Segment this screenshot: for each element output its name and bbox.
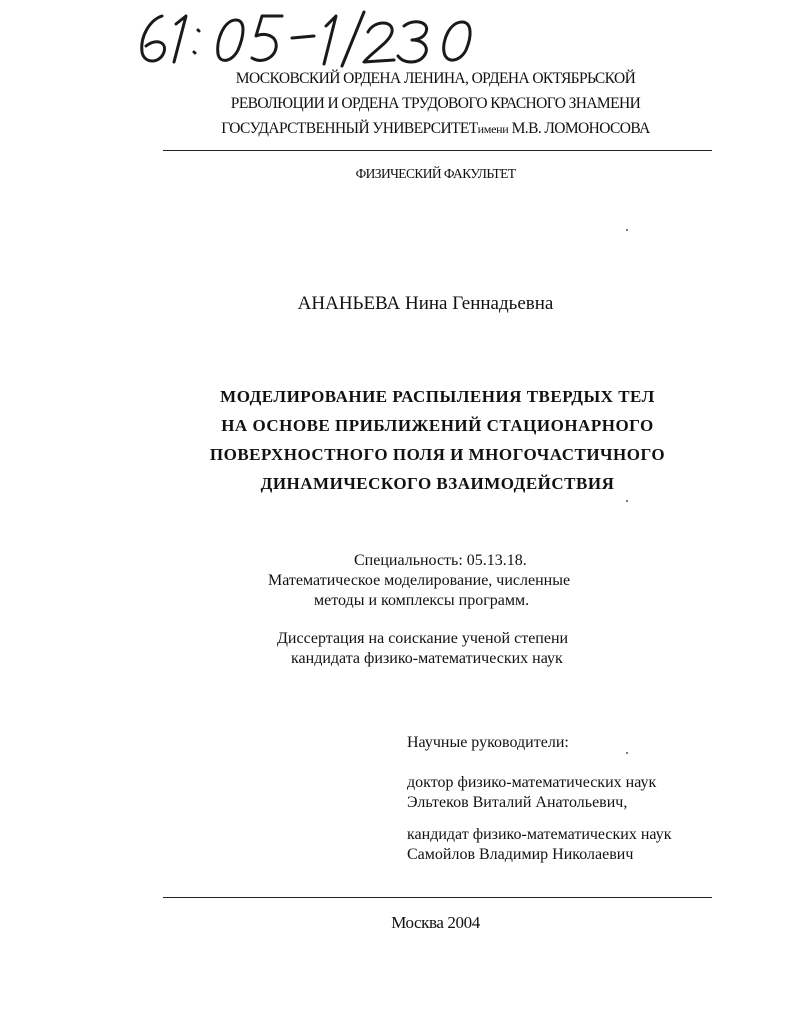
specialty-name-line-2: методы и комплексы программ. xyxy=(314,592,530,609)
university-line-2: РЕВОЛЮЦИИ И ОРДЕНА ТРУДОВОГО КРАСНОГО ЗНАМЕНИ xyxy=(230,95,641,112)
advisor-1-name: Эльтеков Виталий Анатольевич, xyxy=(407,794,628,811)
handwritten-catalog-number xyxy=(132,6,492,68)
faculty-name: ФИЗИЧЕСКИЙ ФАКУЛЬТЕТ xyxy=(355,166,516,181)
degree-line-2: кандидата физико-математических наук xyxy=(291,650,563,667)
specialty-name-line-1: Математическое моделирование, численные xyxy=(268,572,571,589)
scan-speck xyxy=(626,229,628,231)
title-line-2: НА ОСНОВЕ ПРИБЛИЖЕНИЙ СТАЦИОНАРНОГО xyxy=(221,416,654,435)
advisor-2-degree: кандидат физико-математических наук xyxy=(407,826,672,843)
scan-speck xyxy=(626,752,628,754)
specialty-block xyxy=(268,551,668,611)
university-line-3-part-3: М.В. ЛОМОНОСОВА xyxy=(511,120,650,137)
dissertation-degree-block xyxy=(277,629,677,669)
title-line-1: МОДЕЛИРОВАНИЕ РАСПЫЛЕНИЯ ТВЕРДЫХ ТЕЛ xyxy=(220,387,655,406)
specialty-code: Специальность: 05.13.18. xyxy=(354,552,527,569)
title-line-3: ПОВЕРХНОСТНОГО ПОЛЯ И МНОГОЧАСТИЧНОГО xyxy=(209,445,666,464)
degree-line-1: Диссертация на соискание ученой степени xyxy=(277,630,569,647)
bottom-divider xyxy=(163,897,712,898)
advisors-block xyxy=(407,733,747,865)
top-divider xyxy=(163,150,712,151)
scan-speck xyxy=(626,500,628,502)
handwritten-catalog-number-drawing xyxy=(132,6,492,68)
title-line-4: ДИНАМИЧЕСКОГО ВЗАИМОДЕЙСТВИЯ xyxy=(260,474,615,493)
university-line-3 xyxy=(40,116,791,142)
author-name: АНАНЬЕВА Нина Геннадьевна xyxy=(297,293,554,314)
dissertation-title xyxy=(42,382,791,498)
advisors-heading: Научные руководители: xyxy=(407,734,569,751)
university-name xyxy=(40,66,791,142)
advisor-2-name: Самойлов Владимир Николаевич xyxy=(407,846,634,863)
advisor-1-degree: доктор физико-математических наук xyxy=(407,774,657,791)
university-line-1: МОСКОВСКИЙ ОРДЕНА ЛЕНИНА, ОРДЕНА ОКТЯБРЬСКОЙ xyxy=(235,70,636,87)
university-line-3-part-2: имени xyxy=(477,122,509,136)
university-line-3-part-1: ГОСУДАРСТВЕННЫЙ УНИВЕРСИТЕТ xyxy=(221,120,478,137)
city-and-year: Москва 2004 xyxy=(391,913,480,932)
